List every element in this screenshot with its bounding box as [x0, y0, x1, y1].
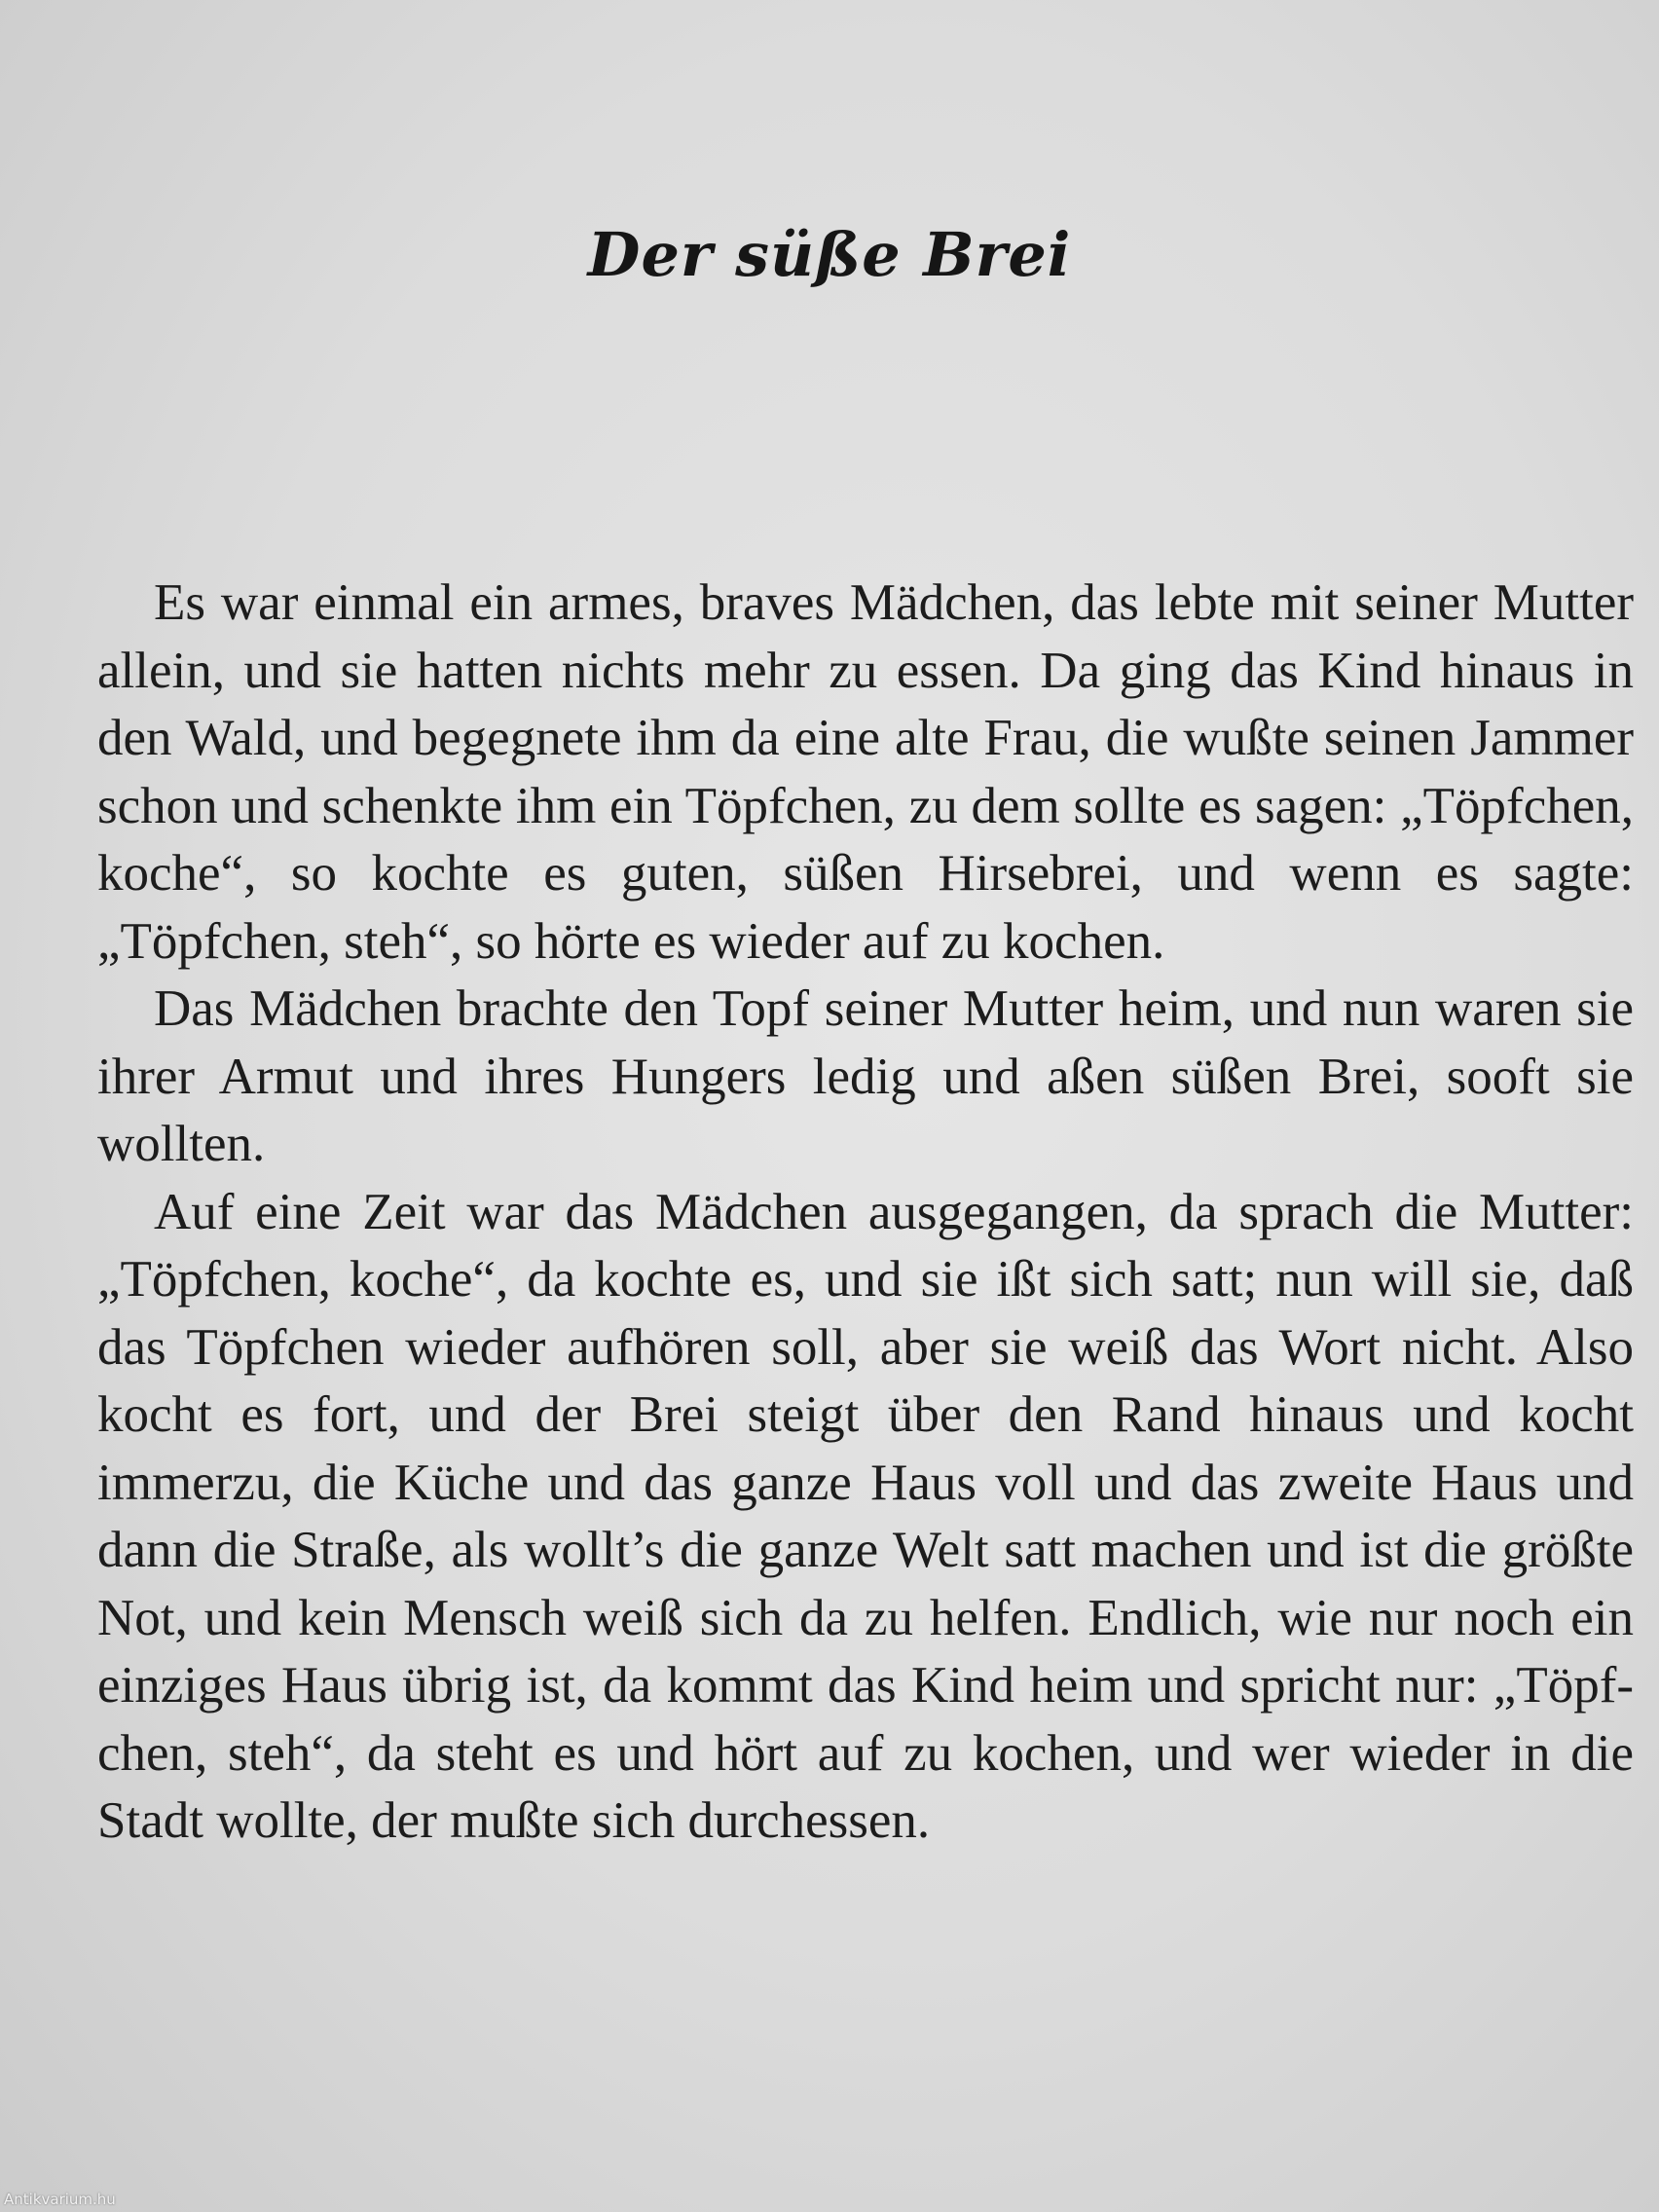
- story-text: [97, 570, 1634, 1856]
- paragraph-3: Auf eine Zeit war das Mädchen ausgegangen, da sprach die Mutter: „Töpfchen, koche“, da kochte es, und sie ißt sich satt; nun will sie, daß das Töpfchen wieder aufhören soll, aber sie weiß das Wort nicht. Also kocht es fort, und der Brei steigt über den Rand hinaus und kocht immerzu, die Küche und das ganze Haus voll und das zweite Haus und dann die Straße, als wollt’s die ganze Welt satt machen und ist die größte Not, und kein Mensch weiß sich da zu helfen. Endlich, wie nur noch ein einziges Haus übrig ist, da kommt das Kind heim und spricht nur: „Töpf-chen, steh“, da steht es und hört auf zu kochen, und wer wieder in die Stadt wollte, der mußte sich durchessen.: [97, 1183, 1634, 1849]
- watermark: Antikvarium.hu: [4, 2191, 116, 2208]
- paragraph-2: Das Mädchen brachte den Topf seiner Mutter heim, und nun waren sie ihrer Armut und ihres Hungers ledig und aßen süßen Brei, sooft sie wollten.: [97, 980, 1634, 1172]
- paragraph-1: Es war einmal ein armes, braves Mädchen, das lebte mit seiner Mutter allein, und sie hatten nichts mehr zu essen. Da ging das Kind hinaus in den Wald, und begegnete ihm da eine alte Frau, die wußte seinen Jammer schon und schenkte ihm ein Töpfchen, zu dem sollte es sagen: „Töpfchen, koche“, so kochte es guten, süßen Hirsebrei, und wenn es sagte: „Töpfchen, steh“, so hörte es wieder auf zu kochen.: [97, 574, 1634, 970]
- page-title: Der süße Brei: [587, 219, 1072, 290]
